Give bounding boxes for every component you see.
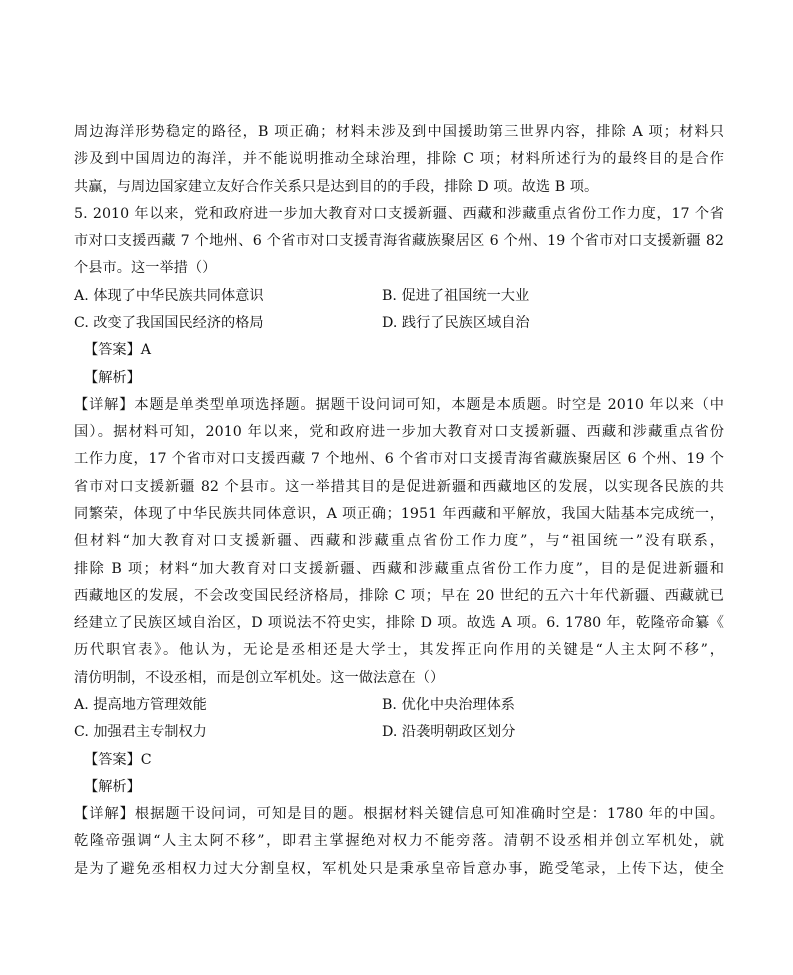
question-6-detail: 【详解】根据题干设问词，可知是目的题。根据材料关键信息可知准确时空是：1780 年的中国。 [74, 806, 724, 822]
question-5-detail: 【详解】本题是单类型单项选择题。据题干设问词可知，本题是本质题。时空是 2010 年以来（中 [74, 397, 724, 413]
question-6-option-c: C. 加强君主专制权力 [74, 724, 207, 740]
question-5-option-c: C. 改变了我国国民经济的格局 [74, 315, 264, 331]
question-6-detail: 乾隆帝强调“人主太阿不移”，即君主掌握绝对权力不能旁落。清朝不设丞相并创立军机处，就 [74, 833, 724, 849]
question-6-detail: 是为了避免丞相权力过大分割皇权，军机处只是秉承皇帝旨意办事，跪受笔录，上传下达，使全 [74, 861, 724, 877]
question-6-analysis-heading: 【解析】 [84, 779, 141, 795]
question-5-option-a: A. 体现了中华民族共同体意识 [74, 288, 264, 304]
text-line: 涉及到中国周边的海洋，并不能说明推动全球治理，排除 C 项；材料所述行为的最终目的是合作 [74, 151, 724, 167]
text-line: 共赢，与周边国家建立友好合作关系只是达到目的的手段，排除 D 项。故选 B 项。 [74, 179, 599, 195]
question-5-answer: 【答案】A [84, 342, 151, 358]
question-5-detail: 历代职官表》。他认为，无论是丞相还是大学士，其发挥正向作用的关键是“人主太阿不移”， [74, 642, 724, 658]
question-5-detail: 国）。据材料可知，2010 年以来，党和政府进一步加大教育对口支援新疆、西藏和涉藏重点省份 [74, 424, 724, 440]
question-5-detail: 但材料“加大教育对口支援新疆、西藏和涉藏重点省份工作力度”，与“祖国统一”没有联系， [74, 533, 724, 549]
question-5-detail: 经建立了民族区域自治区，D 项说法不符史实，排除 D 项。故选 A 项。6. 1780 年，乾隆帝命纂《 [74, 615, 724, 631]
question-5-detail: 排除 B 项；材料“加大教育对口支援新疆、西藏和涉藏重点省份工作力度”，目的是促进新疆和 [74, 561, 724, 577]
question-5-analysis-heading: 【解析】 [84, 370, 141, 386]
question-5-stem: 5. 2010 年以来，党和政府进一步加大教育对口支援新疆、西藏和涉藏重点省份工作力度，17 个省 [74, 206, 724, 222]
question-6-answer: 【答案】C [84, 752, 152, 768]
text-line: 周边海洋形势稳定的路径，B 项正确；材料未涉及到中国援助第三世界内容，排除 A 项；材料只 [74, 124, 724, 140]
question-5-option-b: B. 促进了祖国统一大业 [382, 288, 530, 304]
question-5-stem: 市对口支援西藏 7 个地州、6 个省市对口支援青海省藏族聚居区 6 个州、19 个省市对口支援新疆 82 [74, 233, 724, 249]
question-5-detail: 清仿明制，不设丞相，而是创立军机处。这一做法意在（） [74, 670, 445, 686]
question-5-detail: 省市对口支援新疆 82 个县市。这一举措其目的是促进新疆和西藏地区的发展，以实现各民族的共 [74, 479, 724, 495]
question-6-option-a: A. 提高地方管理效能 [74, 697, 207, 713]
question-6-option-b: B. 优化中央治理体系 [382, 697, 515, 713]
question-6-option-d: D. 沿袭明朝政区划分 [382, 724, 516, 740]
question-5-detail: 工作力度，17 个省市对口支援西藏 7 个地州、6 个省市对口支援青海省藏族聚居区 6 个州、19 个 [74, 451, 724, 467]
question-5-detail: 同繁荣，体现了中华民族共同体意识，A 项正确；1951 年西藏和平解放，我国大陆基本完成统一， [74, 506, 724, 522]
question-5-detail: 西藏地区的发展，不会改变国民经济格局，排除 C 项；早在 20 世纪的五六十年代新疆、西藏就已 [74, 588, 724, 604]
question-5-stem: 个县市。这一举措（） [74, 260, 217, 276]
question-5-option-d: D. 践行了民族区域自治 [382, 315, 530, 331]
